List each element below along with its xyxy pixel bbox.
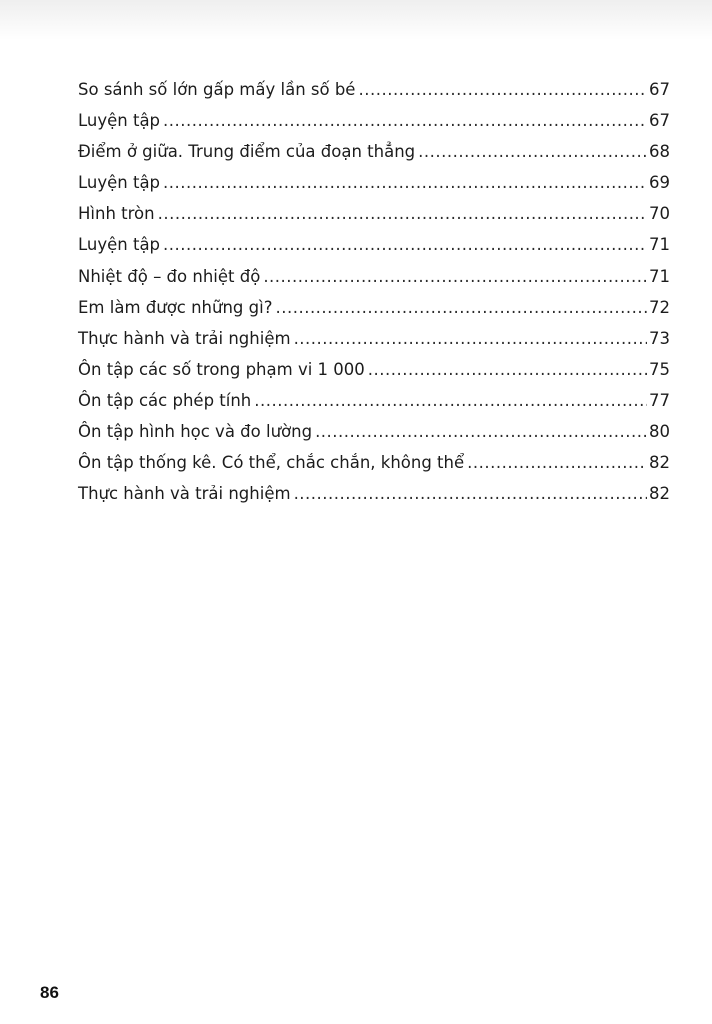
toc-entry-title: Luyện tập: [78, 173, 161, 193]
toc-entry-title: Ôn tập hình học và đo lường: [78, 422, 313, 442]
toc-dot-leader: [163, 229, 647, 260]
toc-dot-leader: [163, 167, 647, 198]
toc-dot-leader: [358, 74, 647, 105]
table-of-contents: [78, 74, 670, 509]
toc-entry-page: 67: [649, 80, 670, 99]
toc-entry-title: Em làm được những gì?: [78, 297, 273, 317]
toc-entry-title: Ôn tập các số trong phạm vi 1 000: [78, 359, 365, 379]
toc-entry[interactable]: [78, 385, 670, 416]
toc-entry-title: Ôn tập các phép tính: [78, 390, 252, 410]
toc-dot-leader: [294, 323, 647, 354]
toc-entry[interactable]: [78, 167, 670, 198]
toc-entry-title: Luyện tập: [78, 235, 161, 255]
toc-dot-leader: [163, 105, 647, 136]
toc-entry[interactable]: [78, 354, 670, 385]
toc-dot-leader: [418, 136, 647, 167]
toc-dot-leader: [275, 292, 647, 323]
toc-entry-page: 82: [649, 453, 670, 473]
toc-entry-title: Luyện tập: [78, 111, 161, 131]
toc-dot-leader: [368, 354, 647, 385]
toc-dot-leader: [254, 385, 647, 416]
toc-entry[interactable]: [78, 447, 670, 478]
toc-entry[interactable]: [78, 323, 670, 354]
toc-dot-leader: [158, 198, 647, 229]
toc-dot-leader: [263, 261, 647, 292]
toc-entry-page: 69: [649, 173, 670, 193]
toc-entry[interactable]: [78, 261, 670, 292]
toc-entry[interactable]: [78, 416, 670, 447]
toc-dot-leader: [315, 416, 647, 447]
toc-entry[interactable]: [78, 136, 670, 167]
toc-entry-page: 72: [649, 297, 670, 317]
toc-entry-page: 82: [649, 484, 670, 504]
toc-entry-title: Nhiệt độ – đo nhiệt độ: [78, 266, 261, 286]
toc-entry-title: Thực hành và trải nghiệm: [78, 328, 291, 348]
toc-entry[interactable]: [78, 292, 670, 323]
toc-dot-leader: [467, 447, 647, 478]
toc-entry[interactable]: [78, 198, 670, 229]
page-number: 86: [40, 983, 59, 1002]
toc-entry-page: 75: [649, 359, 670, 379]
toc-entry-page: 73: [649, 328, 670, 348]
toc-entry[interactable]: [78, 229, 670, 260]
toc-entry-page: 70: [649, 204, 670, 224]
toc-entry-title: Ôn tập thống kê. Có thể, chắc chắn, không thể: [78, 453, 465, 473]
toc-entry[interactable]: [78, 74, 670, 105]
toc-entry-page: 71: [649, 235, 670, 255]
toc-entry-title: Điểm ở giữa. Trung điểm của đoạn thẳng: [78, 142, 416, 162]
toc-entry-page: 67: [649, 111, 670, 131]
toc-entry-page: 77: [649, 390, 670, 410]
toc-entry-title: So sánh số lớn gấp mấy lần số bé: [78, 80, 356, 99]
toc-entry[interactable]: [78, 105, 670, 136]
toc-entry-page: 71: [649, 266, 670, 286]
toc-entry[interactable]: [78, 478, 670, 509]
toc-dot-leader: [294, 478, 647, 509]
toc-entry-page: 80: [649, 422, 670, 442]
toc-entry-title: Hình tròn: [78, 204, 155, 224]
toc-entry-title: Thực hành và trải nghiệm: [78, 484, 291, 504]
toc-entry-page: 68: [649, 142, 670, 162]
page-edge-shadow: [0, 0, 712, 40]
